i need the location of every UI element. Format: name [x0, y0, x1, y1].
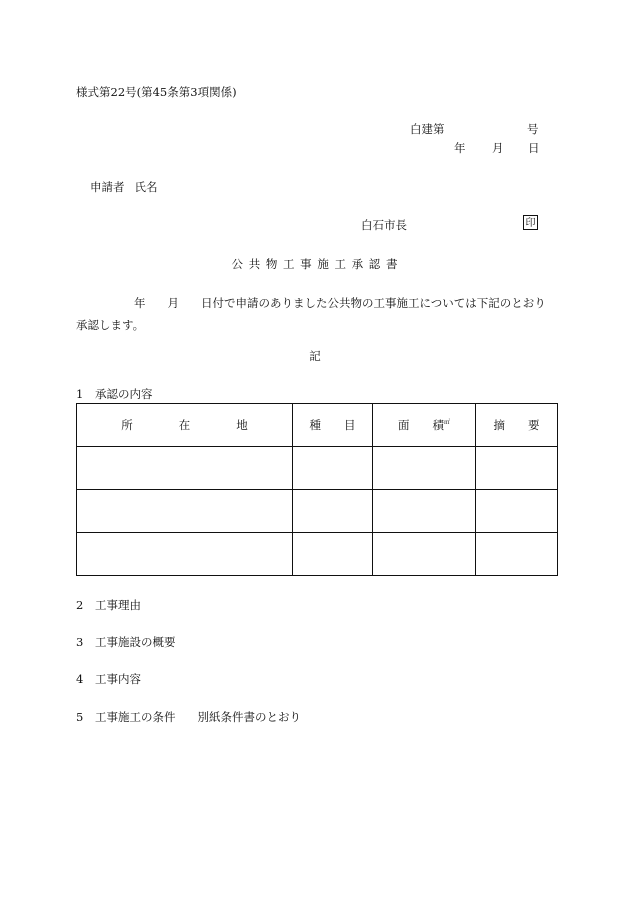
section-label: 工事施工の条件	[95, 710, 176, 724]
header-remarks: 摘 要	[476, 404, 558, 447]
doc-number-suffix: 号	[527, 122, 539, 136]
table-row	[77, 533, 558, 576]
cell-area	[373, 533, 476, 576]
cell-type	[293, 447, 373, 490]
body-year: 年	[134, 296, 146, 310]
section-number: 3	[76, 635, 84, 649]
section-label: 工事施設の概要	[95, 635, 176, 649]
ki-heading: 記	[309, 349, 321, 363]
document-title: 公 共 物 工 事 施 工 承 認 書	[231, 257, 399, 271]
table-row	[77, 490, 558, 533]
section-number: 1	[76, 387, 84, 401]
section-4	[76, 672, 141, 686]
cell-location	[77, 490, 293, 533]
issue-date	[454, 141, 540, 155]
body-month: 月	[167, 296, 179, 310]
cell-remarks	[476, 447, 558, 490]
section-value: 別紙条件書のとおり	[197, 710, 301, 724]
section-label: 承認の内容	[95, 387, 153, 401]
area-unit: ㎡	[443, 419, 450, 427]
header-location: 所 在 地	[77, 404, 293, 447]
seal-mark: 印	[523, 215, 538, 230]
form-number: 様式第22号(第45条第3項関係)	[76, 85, 237, 99]
cell-type	[293, 533, 373, 576]
applicant	[90, 180, 158, 194]
cell-remarks	[476, 490, 558, 533]
header-area: 面 積㎡	[373, 404, 476, 447]
cell-type	[293, 490, 373, 533]
cell-remarks	[476, 533, 558, 576]
date-year: 年	[454, 141, 466, 155]
applicant-label: 申請者	[90, 180, 125, 194]
doc-number-prefix: 白建第	[410, 122, 445, 136]
approval-content-table	[76, 403, 558, 576]
cell-location	[77, 533, 293, 576]
cell-area	[373, 490, 476, 533]
cell-area	[373, 447, 476, 490]
section-1	[76, 387, 153, 401]
section-label: 工事内容	[95, 672, 141, 686]
section-label: 工事理由	[95, 598, 141, 612]
body-text	[76, 292, 556, 336]
section-number: 5	[76, 710, 84, 724]
applicant-name-label: 氏名	[134, 180, 158, 194]
table-row	[77, 447, 558, 490]
section-number: 2	[76, 598, 84, 612]
header-type: 種 目	[293, 404, 373, 447]
date-day: 日	[528, 141, 540, 155]
section-number: 4	[76, 672, 84, 686]
section-3	[76, 635, 176, 649]
mayor-title: 白石市長	[361, 218, 407, 232]
section-5	[76, 710, 301, 724]
cell-location	[77, 447, 293, 490]
table-header-row	[77, 404, 558, 447]
date-month: 月	[492, 141, 504, 155]
section-2	[76, 598, 141, 612]
body-sentence: 日付で申請のありました公共物の工事施工については下記のとおり承認します。	[76, 296, 546, 332]
